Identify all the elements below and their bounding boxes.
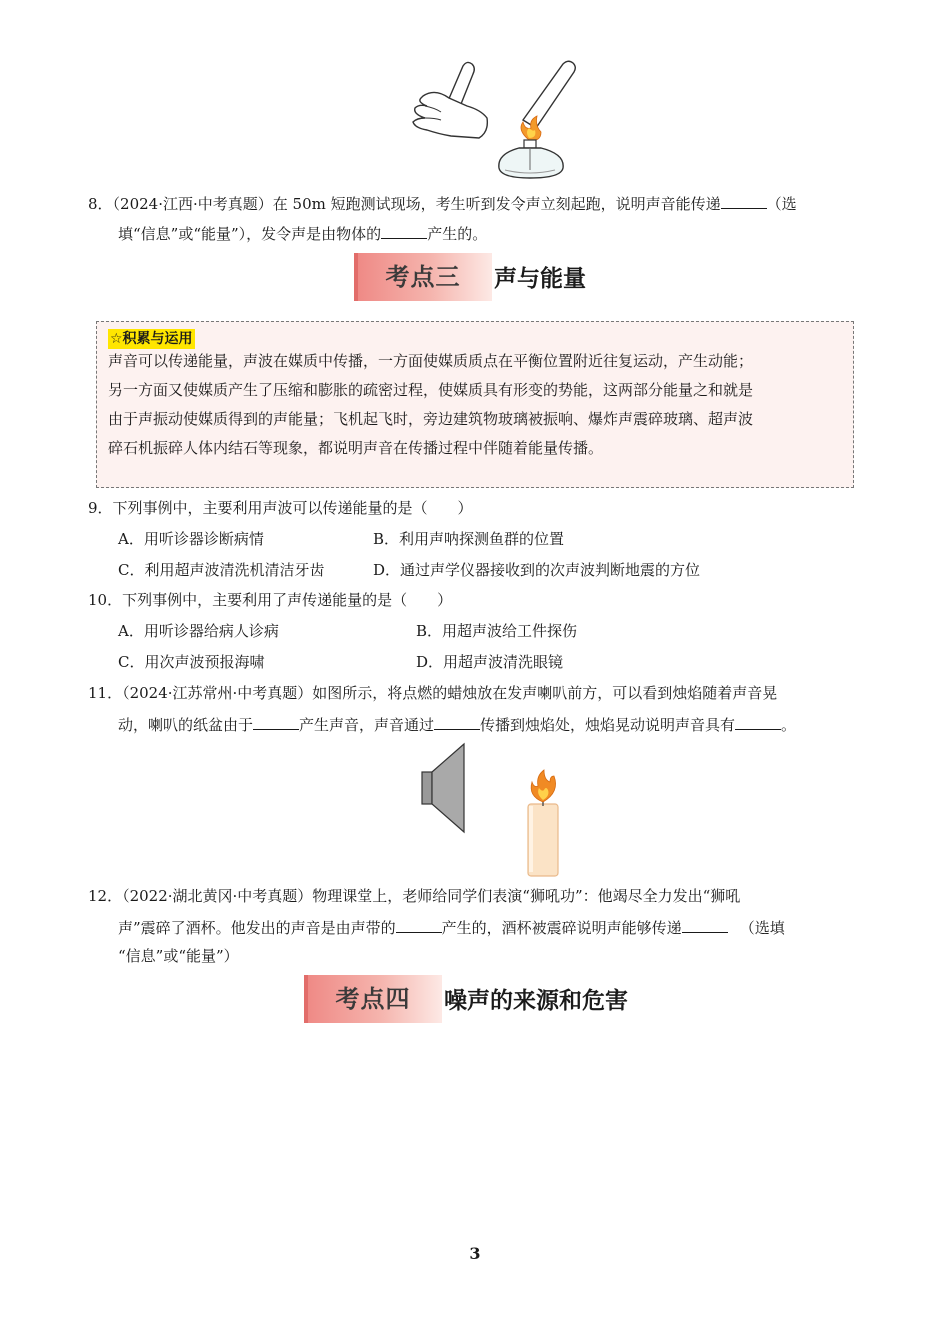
question-8-text: 填“信息”或“能量”），发令声是由物体的 (118, 225, 382, 243)
section-3-title: 声与能量 (494, 266, 586, 292)
knowledge-note-box (96, 321, 854, 488)
question-11-text: 传播到烛焰处，烛焰晃动说明声音具有 (480, 716, 736, 734)
answer-blank[interactable] (721, 192, 767, 209)
candle-flame-icon (531, 770, 555, 802)
question-9-option-b[interactable]: B．利用声呐探测鱼群的位置 (373, 530, 565, 548)
question-9-option-c[interactable]: C．利用超声波清洗机清洁牙齿 (118, 561, 325, 579)
answer-blank[interactable] (682, 916, 728, 933)
question-10-option-d[interactable]: D．用超声波清洗眼镜 (416, 653, 564, 671)
question-10-option-c[interactable]: C．用次声波预报海啸 (118, 653, 265, 671)
section-3-banner (354, 253, 614, 301)
question-8-line-2 (118, 222, 487, 244)
question-9-option-d[interactable]: D．通过声学仪器接收到的次声波判断地震的方位 (373, 561, 701, 579)
answer-blank[interactable] (735, 713, 781, 730)
knowledge-note-line: 声音可以传递能量，声波在媒质中传播，一方面使媒质质点在平衡位置附近往复运动，产生动能； (108, 352, 754, 370)
knowledge-note-line: 碎石机振碎人体内结石等现象，都说明声音在传播过程中伴随着能量传播。 (108, 439, 604, 457)
answer-blank[interactable] (396, 916, 442, 933)
question-11-text: 。 (781, 716, 797, 734)
question-12-line-3: “信息”或“能量”） (118, 947, 239, 965)
knowledge-note-line: 由于声振动使媒质得到的声能量；飞机起飞时，旁边建筑物玻璃被振响、爆炸声震碎玻璃、超声波 (108, 410, 754, 428)
knowledge-note-line: 另一方面又使媒质产生了压缩和膨胀的疏密过程，使媒质具有形变的势能，这两部分能量之和就是 (108, 381, 754, 399)
section-3-label: 考点三 (385, 263, 461, 291)
question-11-line-1: 11．（2024·江苏常州·中考真题）如图所示，将点燃的蜡烛放在发声喇叭前方，可以看到烛焰随着声音晃 (88, 684, 778, 702)
test-tube-heating-figure (405, 58, 580, 183)
page-number: 3 (469, 1244, 481, 1263)
speaker-icon (422, 744, 464, 832)
question-12-line-1: 12．（2022·湖北黄冈·中考真题）物理课堂上，老师给同学们表演“狮吼功”：他竭尽全力发出“狮吼 (88, 887, 741, 905)
alcohol-lamp-icon (499, 140, 563, 178)
knowledge-note-tag: ☆积累与运用 (110, 331, 193, 347)
section-4-banner (304, 975, 664, 1023)
hand-icon (413, 92, 487, 138)
question-9-option-a[interactable]: A．用听诊器诊断病情 (118, 530, 264, 548)
question-12-line-2 (118, 916, 785, 938)
question-12-text: （选填 (739, 919, 785, 937)
question-8-text: 8．（2024·江西·中考真题）在 50m 短跑测试现场，考生听到发令声立刻起跑，说明声音能传递 (88, 195, 721, 213)
question-8-text-tail: （选 (766, 195, 797, 213)
section-4-title: 噪声的来源和危害 (444, 988, 628, 1014)
heated-test-tube (523, 61, 575, 128)
question-11-line-2 (118, 713, 796, 735)
answer-blank[interactable] (381, 222, 427, 239)
section-4-label: 考点四 (335, 985, 411, 1013)
candle-icon (528, 798, 558, 876)
speaker-candle-figure (418, 740, 568, 880)
question-9-stem: 9．下列事例中，主要利用声波可以传递能量的是（ ） (88, 499, 473, 517)
question-8-text: 产生的。 (427, 225, 488, 243)
answer-blank[interactable] (253, 713, 299, 730)
question-11-text: 动，喇叭的纸盆由于 (118, 716, 254, 734)
question-12-text: 产生的，酒杯被震碎说明声能够传递 (441, 919, 682, 937)
question-10-option-b[interactable]: B．用超声波给工件探伤 (416, 622, 578, 640)
question-10-option-a[interactable]: A．用听诊器给病人诊病 (118, 622, 279, 640)
question-12-text: 声”震碎了酒杯。他发出的声音是由声带的 (118, 919, 396, 937)
question-10-stem: 10．下列事例中，主要利用了声传递能量的是（ ） (88, 591, 453, 609)
question-8-line-1 (88, 192, 797, 214)
question-11-text: 产生声音，声音通过 (299, 716, 435, 734)
answer-blank[interactable] (434, 713, 480, 730)
